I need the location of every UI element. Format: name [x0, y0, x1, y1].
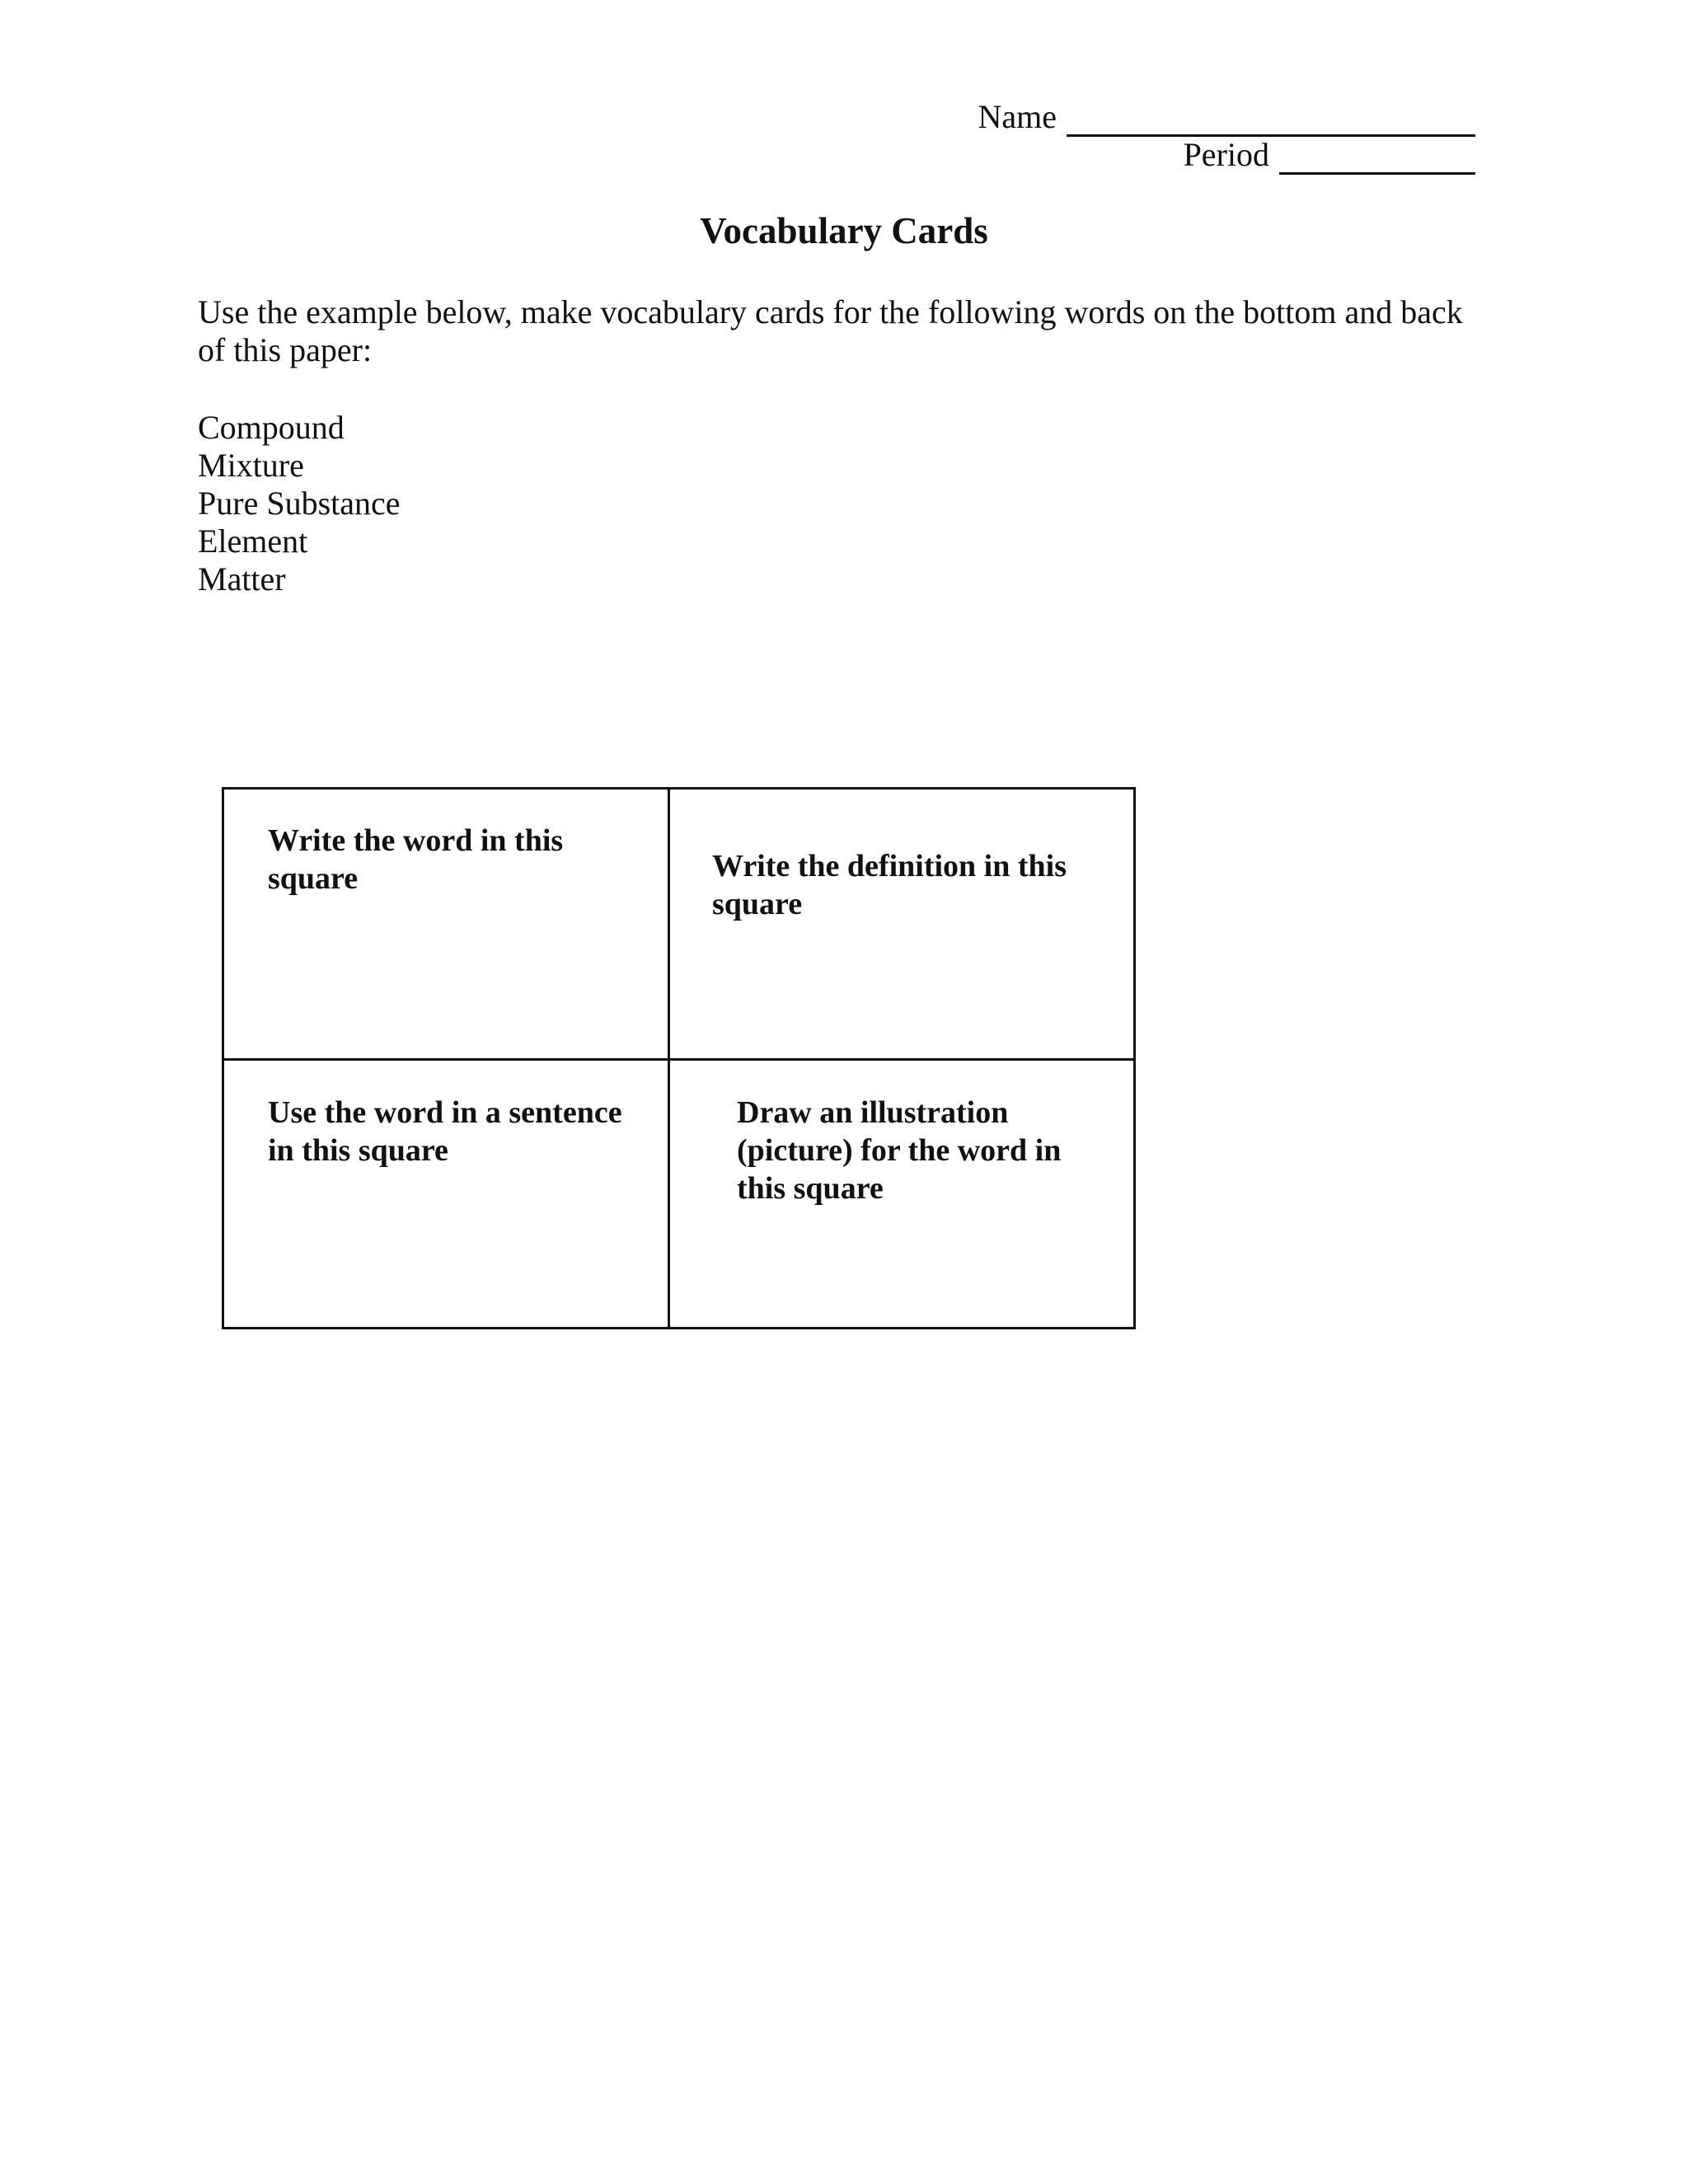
period-label: Period	[1183, 136, 1269, 173]
card-cell-definition: Write the definition in this square	[712, 849, 1067, 921]
card-cell-word: Write the word in this square	[268, 823, 564, 896]
card-cell-illustration: Draw an illustration (picture) for the word in this square	[737, 1095, 1062, 1206]
name-blank[interactable]	[1067, 106, 1475, 137]
list-item: Compound	[198, 409, 345, 446]
word-list	[198, 409, 401, 598]
list-item: Element	[198, 523, 308, 560]
page-title: Vocabulary Cards	[700, 210, 988, 251]
card-horizontal-divider	[224, 1058, 1133, 1061]
vocabulary-card-example	[222, 787, 1136, 1329]
list-item: Matter	[198, 560, 286, 598]
period-line	[1184, 135, 1475, 175]
name-label: Name	[978, 98, 1057, 135]
card-cell-sentence: Use the word in a sentence in this square	[268, 1095, 622, 1168]
instructions: Use the example below, make vocabulary cards for the following words on the bottom and back of this paper:	[198, 293, 1463, 368]
name-line	[978, 97, 1475, 137]
list-item: Pure Substance	[198, 485, 401, 522]
period-blank[interactable]	[1279, 144, 1475, 175]
list-item: Mixture	[198, 447, 304, 484]
